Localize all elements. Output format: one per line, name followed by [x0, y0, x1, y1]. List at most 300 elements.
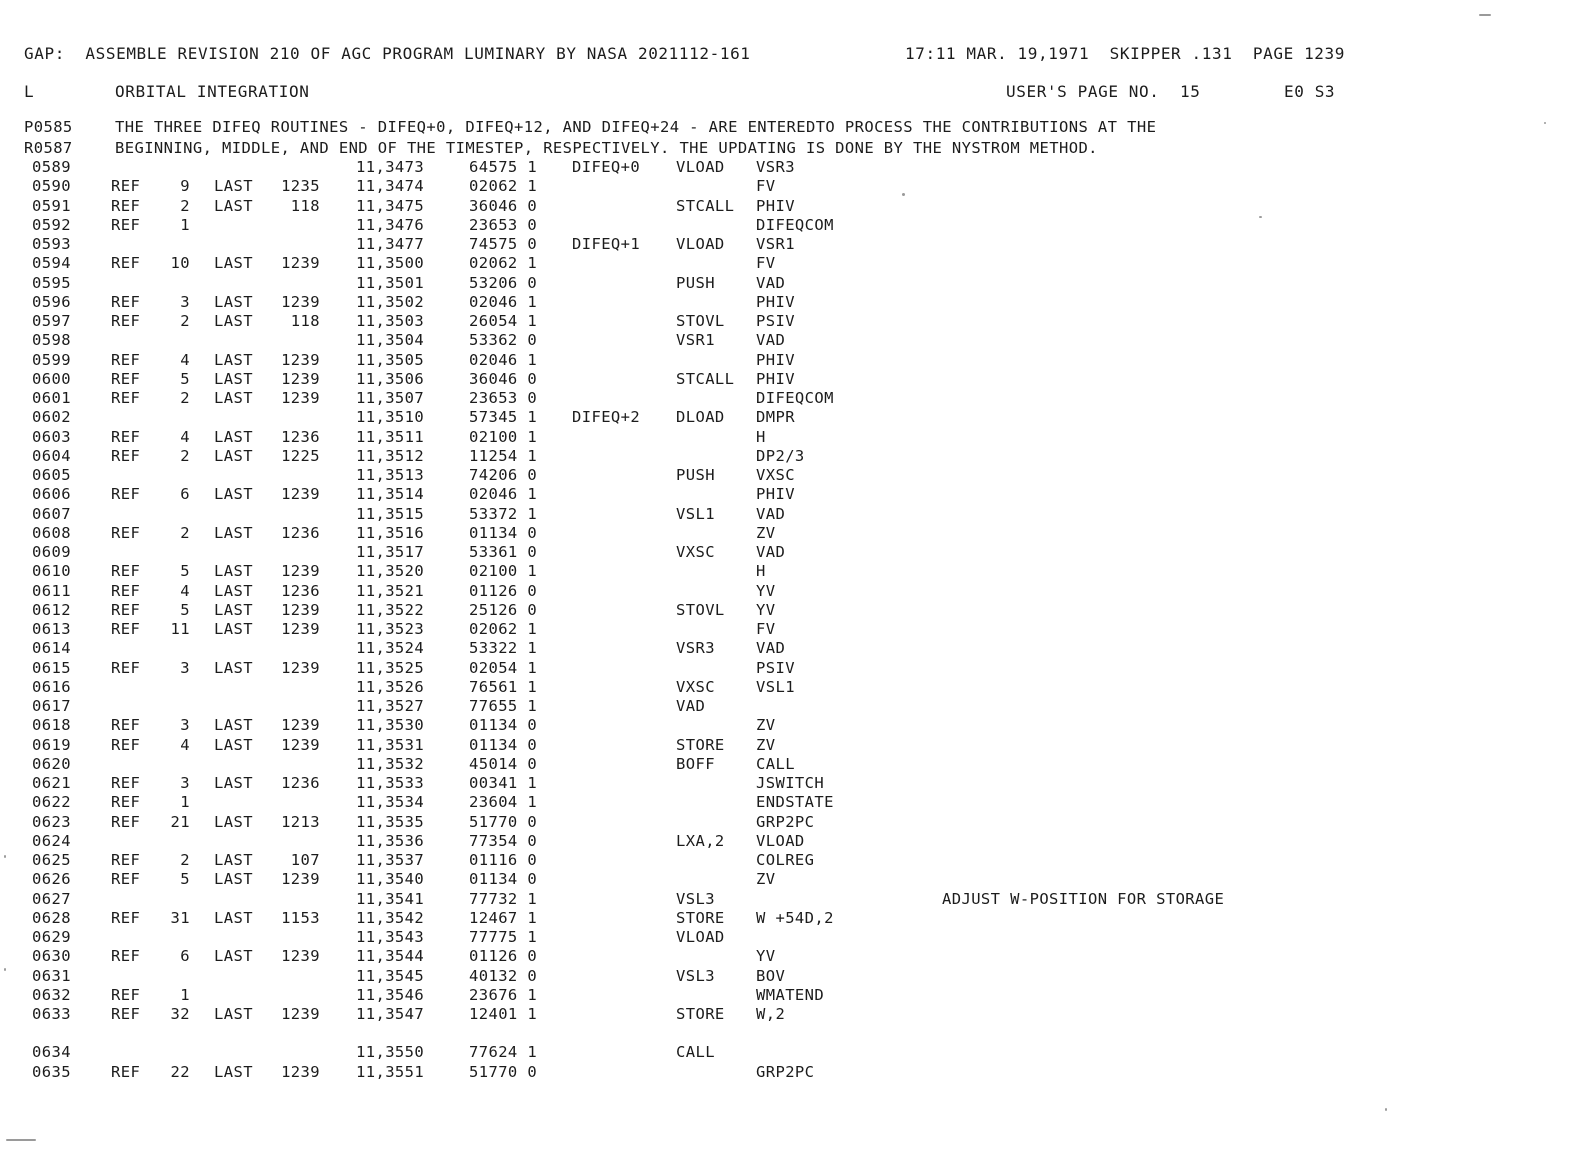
- last-marker: LAST: [214, 851, 253, 869]
- table-row: [0, 351, 1582, 370]
- last-marker: LAST: [214, 312, 253, 330]
- operand: BOV: [756, 966, 786, 985]
- sequence-number: 0627: [32, 889, 71, 908]
- memory-address: 11,3545: [356, 966, 425, 985]
- ref-marker: REF: [111, 985, 141, 1004]
- octal-word: 01126 0: [469, 581, 538, 600]
- ref-marker: REF: [111, 350, 141, 369]
- ref-count: 1: [180, 985, 190, 1004]
- ref-count: 1: [180, 215, 190, 234]
- memory-address: 11,3504: [356, 331, 425, 350]
- operand: GRP2PC: [756, 1062, 815, 1081]
- sequence-number: 0602: [32, 408, 71, 427]
- ref-count: 4: [180, 581, 190, 600]
- sequence-number: 0628: [32, 908, 71, 927]
- memory-address: 11,3512: [356, 446, 425, 465]
- table-row: [0, 851, 1582, 870]
- ref-marker: REF: [111, 812, 141, 831]
- memory-address: 11,3501: [356, 273, 425, 292]
- sequence-number: 0598: [32, 331, 71, 350]
- scan-speck: [1479, 14, 1491, 16]
- memory-address: 11,3476: [356, 215, 425, 234]
- octal-word: 77624 1: [469, 1043, 538, 1062]
- sequence-number: 0593: [32, 235, 71, 253]
- last-marker: LAST: [214, 350, 253, 369]
- octal-word: 02046 1: [469, 292, 538, 311]
- octal-word: 77775 1: [469, 928, 538, 946]
- comment-text: BEGINNING, MIDDLE, AND END OF THE TIMESTEP, RESPECTIVELY. THE UPDATING IS DONE BY THE NYSTROM METHOD.: [115, 139, 1098, 157]
- remark: ADJUST W-POSITION FOR STORAGE: [942, 889, 1225, 908]
- symbol-label: DIFEQ+0: [572, 158, 641, 176]
- last-page-number: 1213: [281, 812, 320, 831]
- memory-address: 11,3514: [356, 485, 425, 504]
- last-marker: LAST: [214, 427, 253, 446]
- memory-address: 11,3473: [356, 158, 425, 176]
- last-page-number: 1236: [281, 427, 320, 446]
- table-row: [0, 331, 1582, 350]
- ref-marker: REF: [111, 716, 141, 735]
- sequence-number: 0612: [32, 600, 71, 619]
- last-page-number: 1239: [281, 369, 320, 388]
- last-marker: LAST: [214, 177, 253, 196]
- octal-word: 77732 1: [469, 889, 538, 908]
- memory-address: 11,3533: [356, 774, 425, 792]
- last-page-number: 1239: [281, 485, 320, 504]
- table-row: [0, 639, 1582, 658]
- ref-marker: REF: [111, 908, 141, 927]
- sequence-number: 0589: [32, 158, 71, 176]
- octal-word: 01134 0: [469, 870, 538, 889]
- operand: VAD: [756, 543, 786, 561]
- last-marker: LAST: [214, 620, 253, 638]
- ref-count: 4: [180, 427, 190, 446]
- last-page-number: 1239: [281, 350, 320, 369]
- sequence-number: 0626: [32, 870, 71, 889]
- memory-address: 11,3540: [356, 870, 425, 889]
- sequence-number: 0596: [32, 292, 71, 311]
- octal-word: 51770 0: [469, 1062, 538, 1081]
- last-marker: LAST: [214, 389, 253, 407]
- ref-count: 3: [180, 658, 190, 677]
- last-marker: LAST: [214, 774, 253, 792]
- operand: W +54D,2: [756, 908, 834, 927]
- last-page-number: 1236: [281, 774, 320, 792]
- sequence-number: 0615: [32, 658, 71, 677]
- operand: ZV: [756, 523, 776, 542]
- operand: COLREG: [756, 851, 815, 869]
- operand: PHIV: [756, 196, 795, 215]
- last-marker: LAST: [214, 870, 253, 889]
- octal-word: 53361 0: [469, 543, 538, 561]
- octal-word: 57345 1: [469, 408, 538, 427]
- memory-address: 11,3525: [356, 658, 425, 677]
- ref-count: 1: [180, 793, 190, 812]
- sequence-number: 0619: [32, 735, 71, 754]
- last-page-number: 1236: [281, 581, 320, 600]
- table-row: [0, 543, 1582, 562]
- last-page-number: 1239: [281, 389, 320, 407]
- sequence-number: 0603: [32, 427, 71, 446]
- operand: VAD: [756, 273, 786, 292]
- octal-word: 02062 1: [469, 177, 538, 196]
- assembly-timestamp: 17:11 MAR. 19,1971 SKIPPER .131 PAGE 1239: [905, 44, 1346, 63]
- table-row: [0, 274, 1582, 293]
- octal-word: 53322 1: [469, 639, 538, 658]
- scan-speck: [1385, 1108, 1387, 1111]
- sequence-number: 0630: [32, 947, 71, 966]
- octal-word: 01134 0: [469, 716, 538, 735]
- users-page-number: USER'S PAGE NO. 15: [1006, 82, 1201, 101]
- opcode: BOFF: [676, 754, 715, 773]
- opcode: STCALL: [676, 369, 735, 388]
- octal-word: 00341 1: [469, 774, 538, 792]
- table-row: [0, 562, 1582, 581]
- sequence-number: 0600: [32, 369, 71, 388]
- sequence-number: 0616: [32, 677, 71, 696]
- ref-count: 10: [170, 254, 190, 273]
- table-row: [0, 197, 1582, 216]
- table-row: [0, 1043, 1582, 1062]
- table-row: [0, 389, 1582, 408]
- revision-code: E0 S3: [1284, 82, 1336, 101]
- table-row: [0, 986, 1582, 1005]
- operand: DP2/3: [756, 446, 805, 465]
- octal-word: 36046 0: [469, 369, 538, 388]
- operand: ZV: [756, 870, 776, 889]
- scan-speck: [1259, 216, 1262, 218]
- operand: ZV: [756, 716, 776, 735]
- ref-marker: REF: [111, 389, 141, 407]
- operand: W,2: [756, 1005, 786, 1023]
- ref-count: 3: [180, 716, 190, 735]
- ref-marker: REF: [111, 446, 141, 465]
- octal-word: 02046 1: [469, 485, 538, 504]
- sequence-number: 0595: [32, 273, 71, 292]
- octal-word: 02046 1: [469, 350, 538, 369]
- log-letter: L: [24, 82, 35, 101]
- last-page-number: 107: [290, 851, 320, 869]
- memory-address: 11,3535: [356, 812, 425, 831]
- octal-word: 51770 0: [469, 812, 538, 831]
- table-row: [0, 466, 1582, 485]
- operand: VAD: [756, 504, 786, 523]
- opcode: STOVL: [676, 600, 725, 619]
- last-marker: LAST: [214, 1005, 253, 1023]
- opcode: VSL3: [676, 966, 715, 985]
- ref-marker: REF: [111, 292, 141, 311]
- scan-speck: [4, 968, 6, 971]
- last-marker: LAST: [214, 562, 253, 581]
- operand: VLOAD: [756, 831, 805, 850]
- table-row: [0, 928, 1582, 947]
- ref-marker: REF: [111, 735, 141, 754]
- sequence-number: 0611: [32, 581, 71, 600]
- memory-address: 11,3516: [356, 523, 425, 542]
- table-row: [0, 582, 1582, 601]
- last-page-number: 1239: [281, 658, 320, 677]
- ref-marker: REF: [111, 620, 141, 638]
- memory-address: 11,3526: [356, 677, 425, 696]
- table-row: [0, 158, 1582, 177]
- sequence-number: 0632: [32, 985, 71, 1004]
- ref-count: 2: [180, 523, 190, 542]
- operand: ZV: [756, 735, 776, 754]
- table-row: [0, 216, 1582, 235]
- octal-word: 77655 1: [469, 697, 538, 715]
- memory-address: 11,3503: [356, 312, 425, 330]
- memory-address: 11,3513: [356, 466, 425, 484]
- last-page-number: 1239: [281, 1005, 320, 1023]
- sequence-number: 0621: [32, 774, 71, 792]
- operand: H: [756, 562, 766, 581]
- ref-count: 4: [180, 350, 190, 369]
- operand: FV: [756, 254, 776, 273]
- opcode: PUSH: [676, 273, 715, 292]
- table-row: [0, 1063, 1582, 1082]
- last-marker: LAST: [214, 1062, 253, 1081]
- scan-speck: [902, 193, 905, 196]
- ref-count: 11: [170, 620, 190, 638]
- ref-marker: REF: [111, 870, 141, 889]
- last-page-number: 1239: [281, 562, 320, 581]
- operand: PSIV: [756, 658, 795, 677]
- symbol-label: DIFEQ+2: [572, 408, 641, 427]
- operand: YV: [756, 581, 776, 600]
- octal-word: 40132 0: [469, 966, 538, 985]
- memory-address: 11,3524: [356, 639, 425, 658]
- assembly-title: GAP: ASSEMBLE REVISION 210 OF AGC PROGRAM LUMINARY BY NASA 2021112-161: [24, 44, 751, 63]
- section-title: ORBITAL INTEGRATION: [115, 82, 310, 101]
- sequence-number: 0623: [32, 812, 71, 831]
- operand: DIFEQCOM: [756, 389, 834, 407]
- scan-speck: [1544, 122, 1546, 124]
- last-page-number: 1239: [281, 292, 320, 311]
- last-page-number: 118: [290, 312, 320, 330]
- memory-address: 11,3505: [356, 350, 425, 369]
- opcode: STORE: [676, 908, 725, 927]
- opcode: PUSH: [676, 466, 715, 484]
- ref-count: 2: [180, 196, 190, 215]
- sequence-number: 0624: [32, 831, 71, 850]
- sequence-number: 0590: [32, 177, 71, 196]
- sequence-number: 0607: [32, 504, 71, 523]
- sequence-number: 0622: [32, 793, 71, 812]
- ref-marker: REF: [111, 851, 141, 869]
- operand: VXSC: [756, 466, 795, 484]
- memory-address: 11,3536: [356, 831, 425, 850]
- last-page-number: 1239: [281, 870, 320, 889]
- octal-word: 01134 0: [469, 523, 538, 542]
- memory-address: 11,3537: [356, 851, 425, 869]
- comment-line: [0, 118, 1582, 137]
- ref-count: 6: [180, 947, 190, 966]
- memory-address: 11,3511: [356, 427, 425, 446]
- memory-address: 11,3515: [356, 504, 425, 523]
- octal-word: 12467 1: [469, 908, 538, 927]
- octal-word: 53372 1: [469, 504, 538, 523]
- opcode: STORE: [676, 735, 725, 754]
- octal-word: 53206 0: [469, 273, 538, 292]
- ref-marker: REF: [111, 581, 141, 600]
- table-row: [0, 620, 1582, 639]
- table-row: [0, 832, 1582, 851]
- sequence-number: 0610: [32, 562, 71, 581]
- sequence-number: 0605: [32, 466, 71, 484]
- octal-word: 01116 0: [469, 851, 538, 869]
- octal-word: 02062 1: [469, 254, 538, 273]
- ref-count: 2: [180, 312, 190, 330]
- ref-count: 5: [180, 600, 190, 619]
- memory-address: 11,3527: [356, 697, 425, 715]
- table-row: [0, 678, 1582, 697]
- table-row: [0, 870, 1582, 889]
- ref-count: 3: [180, 292, 190, 311]
- ref-count: 9: [180, 177, 190, 196]
- ref-marker: REF: [111, 177, 141, 196]
- table-row: [0, 716, 1582, 735]
- last-page-number: 1239: [281, 735, 320, 754]
- octal-word: 23604 1: [469, 793, 538, 812]
- octal-word: 74206 0: [469, 466, 538, 484]
- last-marker: LAST: [214, 523, 253, 542]
- octal-word: 53362 0: [469, 331, 538, 350]
- last-marker: LAST: [214, 446, 253, 465]
- opcode: VXSC: [676, 543, 715, 561]
- memory-address: 11,3551: [356, 1062, 425, 1081]
- table-row: [0, 909, 1582, 928]
- ref-marker: REF: [111, 1062, 141, 1081]
- memory-address: 11,3506: [356, 369, 425, 388]
- memory-address: 11,3510: [356, 408, 425, 427]
- sequence-number: 0618: [32, 716, 71, 735]
- table-row: [0, 755, 1582, 774]
- operand: DMPR: [756, 408, 795, 427]
- opcode: VLOAD: [676, 235, 725, 253]
- octal-word: 23676 1: [469, 985, 538, 1004]
- octal-word: 23653 0: [469, 389, 538, 407]
- opcode: VSL3: [676, 889, 715, 908]
- last-marker: LAST: [214, 254, 253, 273]
- last-page-number: 1225: [281, 446, 320, 465]
- table-row: [0, 793, 1582, 812]
- ref-marker: REF: [111, 562, 141, 581]
- ref-marker: REF: [111, 947, 141, 966]
- memory-address: 11,3507: [356, 389, 425, 407]
- ref-count: 3: [180, 774, 190, 792]
- octal-word: 02100 1: [469, 562, 538, 581]
- opcode: VSR3: [676, 639, 715, 658]
- operand: VSR3: [756, 158, 795, 176]
- sequence-number: 0591: [32, 196, 71, 215]
- table-row: [0, 774, 1582, 793]
- comment-label: R0587: [24, 139, 73, 157]
- ref-marker: REF: [111, 485, 141, 504]
- ref-count: 32: [170, 1005, 190, 1023]
- last-page-number: 1235: [281, 177, 320, 196]
- sequence-number: 0634: [32, 1043, 71, 1062]
- operand: PSIV: [756, 312, 795, 330]
- memory-address: 11,3543: [356, 928, 425, 946]
- sequence-number: 0606: [32, 485, 71, 504]
- memory-address: 11,3534: [356, 793, 425, 812]
- operand: PHIV: [756, 292, 795, 311]
- octal-word: 76561 1: [469, 677, 538, 696]
- sequence-number: 0620: [32, 754, 71, 773]
- operand: H: [756, 427, 766, 446]
- memory-address: 11,3500: [356, 254, 425, 273]
- sequence-number: 0614: [32, 639, 71, 658]
- ref-marker: REF: [111, 427, 141, 446]
- operand: WMATEND: [756, 985, 825, 1004]
- last-marker: LAST: [214, 292, 253, 311]
- memory-address: 11,3531: [356, 735, 425, 754]
- octal-word: 74575 0: [469, 235, 538, 253]
- opcode: CALL: [676, 1043, 715, 1062]
- sequence-number: 0635: [32, 1062, 71, 1081]
- octal-word: 02054 1: [469, 658, 538, 677]
- operand: VAD: [756, 331, 786, 350]
- opcode: STCALL: [676, 196, 735, 215]
- last-page-number: 1239: [281, 620, 320, 638]
- memory-address: 11,3520: [356, 562, 425, 581]
- scan-speck: [4, 855, 6, 858]
- sequence-number: 0631: [32, 966, 71, 985]
- memory-address: 11,3550: [356, 1043, 425, 1062]
- sequence-number: 0617: [32, 697, 71, 715]
- operand: GRP2PC: [756, 812, 815, 831]
- ref-marker: REF: [111, 215, 141, 234]
- memory-address: 11,3521: [356, 581, 425, 600]
- memory-address: 11,3542: [356, 908, 425, 927]
- opcode: VXSC: [676, 677, 715, 696]
- operand: JSWITCH: [756, 774, 825, 792]
- memory-address: 11,3544: [356, 947, 425, 966]
- last-marker: LAST: [214, 716, 253, 735]
- last-marker: LAST: [214, 485, 253, 504]
- sequence-number: 0604: [32, 446, 71, 465]
- octal-word: 12401 1: [469, 1005, 538, 1023]
- last-marker: LAST: [214, 600, 253, 619]
- last-marker: LAST: [214, 581, 253, 600]
- table-row: [0, 254, 1582, 273]
- operand: VSL1: [756, 677, 795, 696]
- ref-count: 5: [180, 562, 190, 581]
- opcode: DLOAD: [676, 408, 725, 427]
- last-marker: LAST: [214, 196, 253, 215]
- operand: ENDSTATE: [756, 793, 834, 812]
- operand: YV: [756, 947, 776, 966]
- memory-address: 11,3477: [356, 235, 425, 253]
- memory-address: 11,3517: [356, 543, 425, 561]
- memory-address: 11,3475: [356, 196, 425, 215]
- ref-count: 5: [180, 870, 190, 889]
- last-marker: LAST: [214, 908, 253, 927]
- operand: VSR1: [756, 235, 795, 253]
- ref-count: 22: [170, 1062, 190, 1081]
- octal-word: 01134 0: [469, 735, 538, 754]
- octal-word: 36046 0: [469, 196, 538, 215]
- sequence-number: 0599: [32, 350, 71, 369]
- octal-word: 01126 0: [469, 947, 538, 966]
- last-page-number: 118: [290, 196, 320, 215]
- ref-count: 2: [180, 389, 190, 407]
- last-page-number: 1239: [281, 254, 320, 273]
- table-row: [0, 312, 1582, 331]
- ref-marker: REF: [111, 369, 141, 388]
- comment-label: P0585: [24, 118, 73, 136]
- table-row: [0, 659, 1582, 678]
- last-marker: LAST: [214, 369, 253, 388]
